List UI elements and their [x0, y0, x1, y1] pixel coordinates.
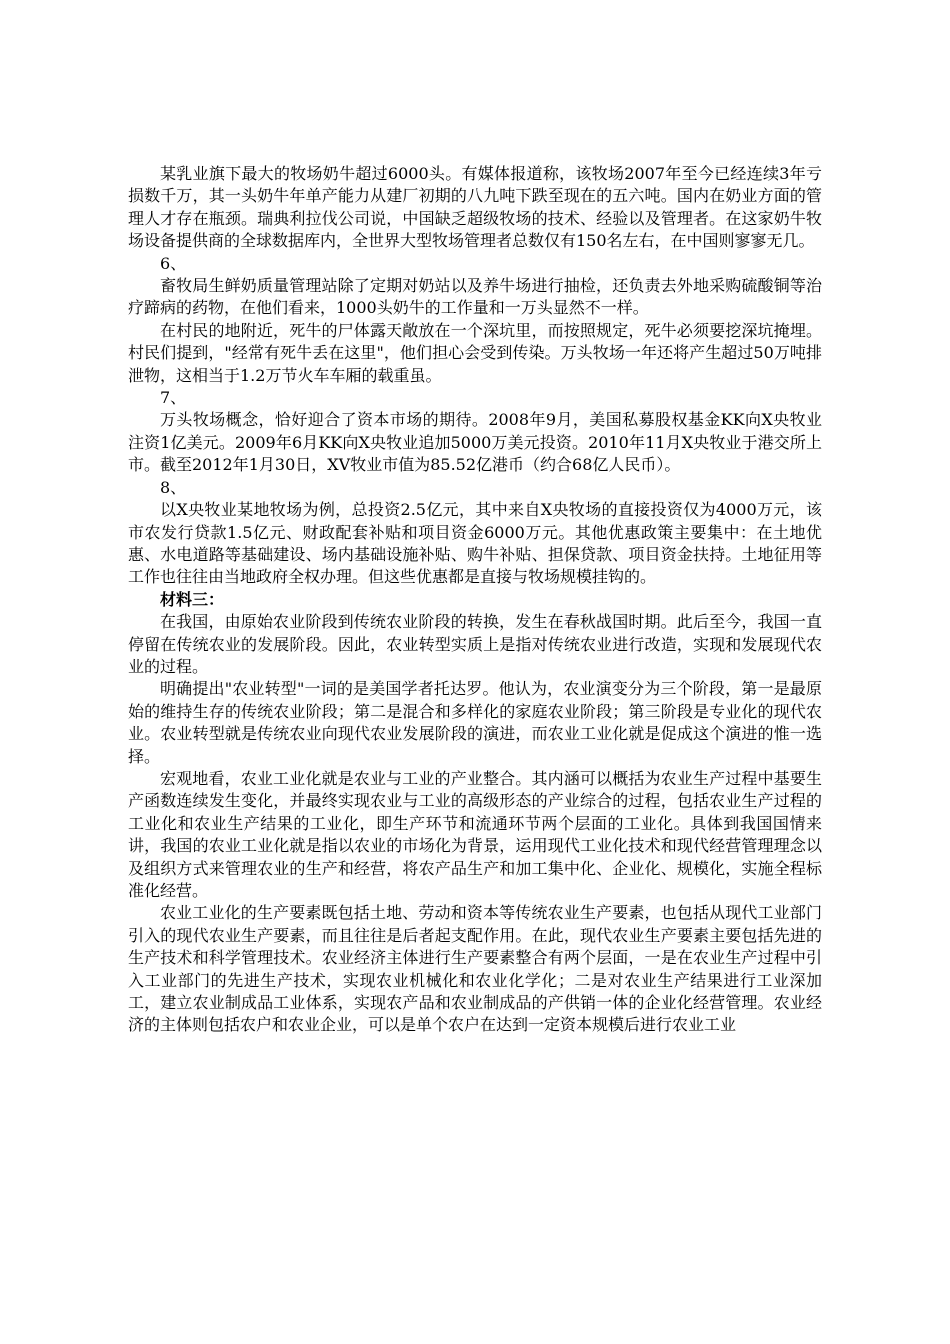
- paragraph: 在我国，由原始农业阶段到传统农业阶段的转换，发生在春秋战国时期。此后至今，我国一直停留在传统农业的发展阶段。因此，农业转型实质上是指对传统农业进行改造，实现和发展现代农业的过程。: [128, 612, 822, 676]
- paragraph: 农业工业化的生产要素既包括土地、劳动和资本等传统农业生产要素，也包括从现代工业部门引入的现代农业生产要素，而且往往是后者起支配作用。在此，现代农业生产要素主要包括先进的生产技术和科学管理技术。农业经济主体进行生产要素整合有两个层面，一是在农业生产过程中引入工业部门的先进生产技术，实现农业机械化和农业化学化；二是对农业生产结果进行工业深加工，建立农业制成品工业体系，实现农产品和农业制成品的产供销一体的企业化经营管理。农业经济的主体则包括农户和农业企业，可以是单个农户在达到一定资本规模后进行农业工业: [128, 903, 822, 1035]
- paragraph: 以X央牧业某地牧场为例，总投资2.5亿元，其中来自X央牧场的直接投资仅为4000万元，该市农发行贷款1.5亿元、财政配套补贴和项目资金6000万元。其他优惠政策主要集中：在土地优惠、水电道路等基础建设、场内基础设施补贴、购牛补贴、担保贷款、项目资金扶持。土地征用等工作也往往由当地政府全权办理。但这些优惠都是直接与牧场规模挂钩的。: [128, 500, 822, 587]
- paragraph: 宏观地看，农业工业化就是农业与工业的产业整合。其内涵可以概括为农业生产过程中基要生产函数连续发生变化，并最终实现农业与工业的高级形态的产业综合的过程，包括农业生产过程的工业化和农业生产结果的工业化，即生产环节和流通环节两个层面的工业化。具体到我国国情来讲，我国的农业工业化就是指以农业的市场化为背景，运用现代工业化技术和现代经营管理理念以及组织方式来管理农业的生产和经营，将农产品生产和加工集中化、企业化、规模化，实施全程标准化经营。: [128, 768, 822, 900]
- item-number: 8、: [160, 477, 187, 497]
- paragraph: 在村民的地附近，死牛的尸体露天敞放在一个深坑里，而按照规定，死牛必须要挖深坑掩埋。村民们提到，"经常有死牛丢在这里"，他们担心会受到传染。万头牧场一年还将产生超过50万吨排泄物，这相当于1.2万节火车车厢的载重虽。: [128, 320, 822, 385]
- paragraph: 万头牧场概念，恰好迎合了资本市场的期待。2008年9月，美国私募股权基金KK向X央牧业注资1亿美元。2009年6月KK向X央牧业追加5000万美元投资。2010年11月X央牧业于港交所上市。截至2012年1月30日，XV牧业市值为85.52亿港币（约合68亿人民币）。: [128, 410, 822, 475]
- paragraph: 某乳业旗下最大的牧场奶牛超过6000头。有媒体报道称，该牧场2007年至今已经连续3年亏损数千万，其一头奶牛年单产能力从建厂初期的八九吨下跌至现在的五六吨。国内在奶业方面的管理人才存在瓶颈。瑞典利拉伐公司说，中国缺乏超级牧场的技术、经验以及管理者。在这家奶牛牧场设备提供商的全球数据库内，全世界大型牧场管理者总数仅有150名左右，在中国则寥寥无几。: [128, 164, 822, 251]
- paragraph: 明确提出"农业转型"一词的是美国学者托达罗。他认为，农业演变分为三个阶段，第一是最原始的维持生存的传统农业阶段；第二是混合和多样化的家庭农业阶段；第三阶段是专业化的现代农业。农业转型就是传统农业向现代农业发展阶段的演进，而农业工业化就是促成这个演进的惟一选择。: [128, 679, 822, 766]
- paragraph: 畜牧局生鲜奶质量管理站除了定期对奶站以及养牛场进行抽检，还负责去外地采购硫酸铜等治疗蹄病的药物，在他们看来，1000头奶牛的工作量和一万头显然不一样。: [128, 276, 822, 318]
- section-heading: 材料三：: [160, 589, 225, 609]
- item-number: 6、: [160, 253, 187, 273]
- document-body: [128, 163, 822, 1037]
- item-number: 7、: [160, 388, 187, 408]
